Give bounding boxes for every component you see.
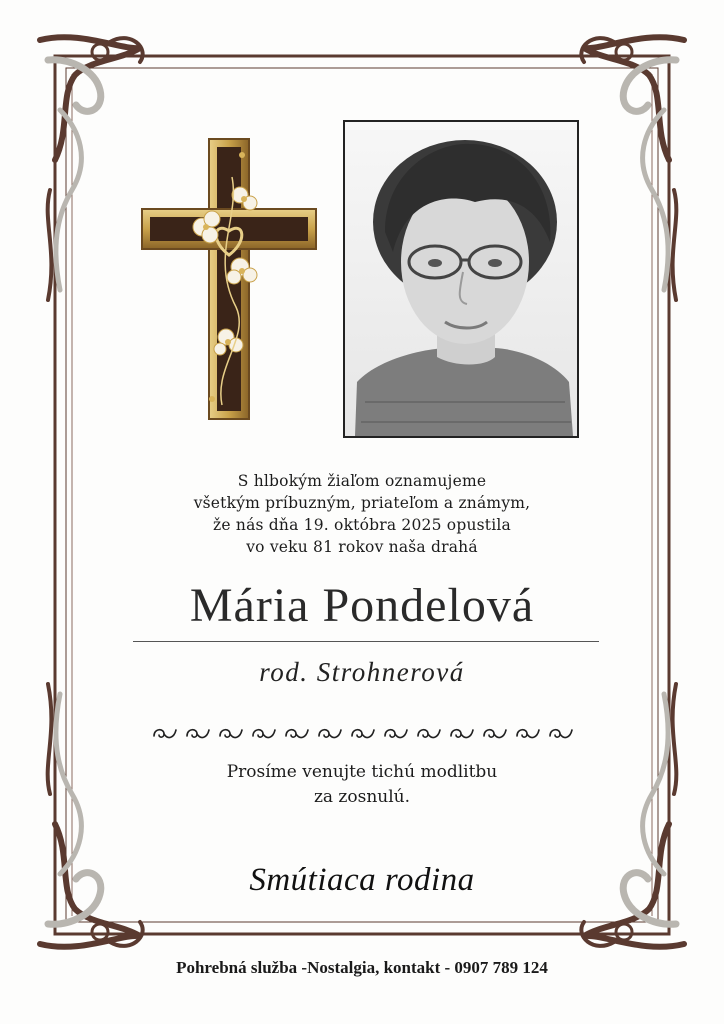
announcement-line-4: vo veku 81 rokov naša drahá [246,538,478,556]
portrait-photo [343,120,579,438]
prayer-line-2: za zosnulú. [313,787,411,807]
announcement-line-1: S hlbokým žiaľom oznamujeme [237,472,487,490]
announcement-line-3: že nás dňa 19. októbra 2025 opustila [213,516,511,534]
maiden-name: rod. Strohnerová [259,657,465,687]
deceased-name: Mária Pondelová [189,579,535,632]
portrait-image [345,122,577,436]
funeral-service-contact: Pohrebná služba -Nostalgia, kontakt - 0907 789 124 [176,958,548,977]
prayer-text [100,760,624,810]
family-signature: Smútiaca rodina [249,862,475,898]
swirl-divider-icon [150,720,576,744]
floral-cross-icon [140,137,318,421]
prayer-line-1: Prosíme venujte tichú modlitbu [226,762,498,782]
announcement-text [100,470,624,558]
name-divider [133,641,599,642]
announcement-line-2: všetkým príbuzným, priateľom a známym, [193,494,531,512]
